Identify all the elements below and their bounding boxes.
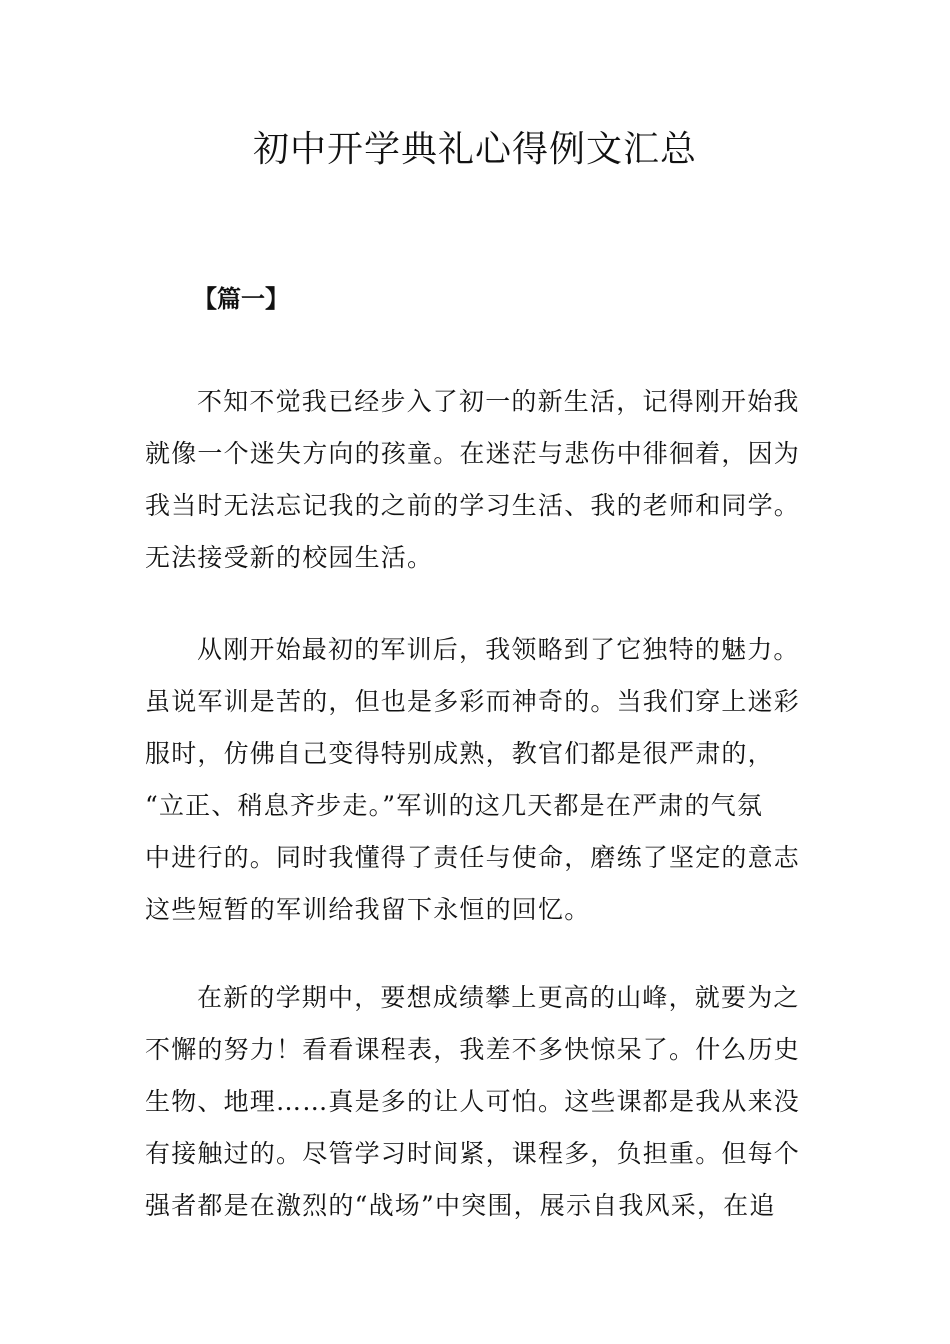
document-title: 初中开学典礼心得例文汇总 xyxy=(252,129,697,170)
paragraph-line: “立正、稍息齐步走。”军训的这几天都是在严肃的气氛 xyxy=(145,791,764,820)
paragraph-line: 中进行的。同时我懂得了责任与使命，磨练了坚定的意志 xyxy=(145,843,801,872)
section-label: 【篇一】 xyxy=(193,284,289,313)
paragraph-line: 不知不觉我已经步入了初一的新生活，记得刚开始我 xyxy=(197,387,800,416)
paragraph-line: 服时，仿佛自己变得特别成熟，教官们都是很严肃的， xyxy=(145,739,774,768)
paragraph-line: 有接触过的。尽管学习时间紧，课程多，负担重。但每个 xyxy=(145,1139,801,1168)
paragraph-line: 生物、地理……真是多的让人可怕。这些课都是我从来没 xyxy=(145,1087,801,1116)
paragraph-line: 虽说军训是苦的，但也是多彩而神奇的。当我们穿上迷彩 xyxy=(145,687,801,716)
paragraph-2 xyxy=(145,624,807,936)
paragraph-line: 在新的学期中，要想成绩攀上更高的山峰，就要为之 xyxy=(197,983,800,1012)
paragraph-line: 无法接受新的校园生活。 xyxy=(145,543,434,572)
paragraph-line: 从刚开始最初的军训后，我领略到了它独特的魅力。 xyxy=(197,635,800,664)
paragraph-line: 我当时无法忘记我的之前的学习生活、我的老师和同学。 xyxy=(145,491,801,520)
paragraph-line: 强者都是在激烈的“战场”中突围，展示自我风采，在追 xyxy=(145,1191,776,1220)
paragraph-line: 这些短暂的军训给我留下永恒的回忆。 xyxy=(145,895,591,924)
paragraph-1 xyxy=(145,376,807,584)
paragraph-3 xyxy=(145,972,807,1232)
paragraph-line: 就像一个迷失方向的孩童。在迷茫与悲伤中徘徊着，因为 xyxy=(145,439,801,468)
paragraph-line: 不懈的努力！看看课程表，我差不多快惊呆了。什么历史 xyxy=(145,1035,801,1064)
